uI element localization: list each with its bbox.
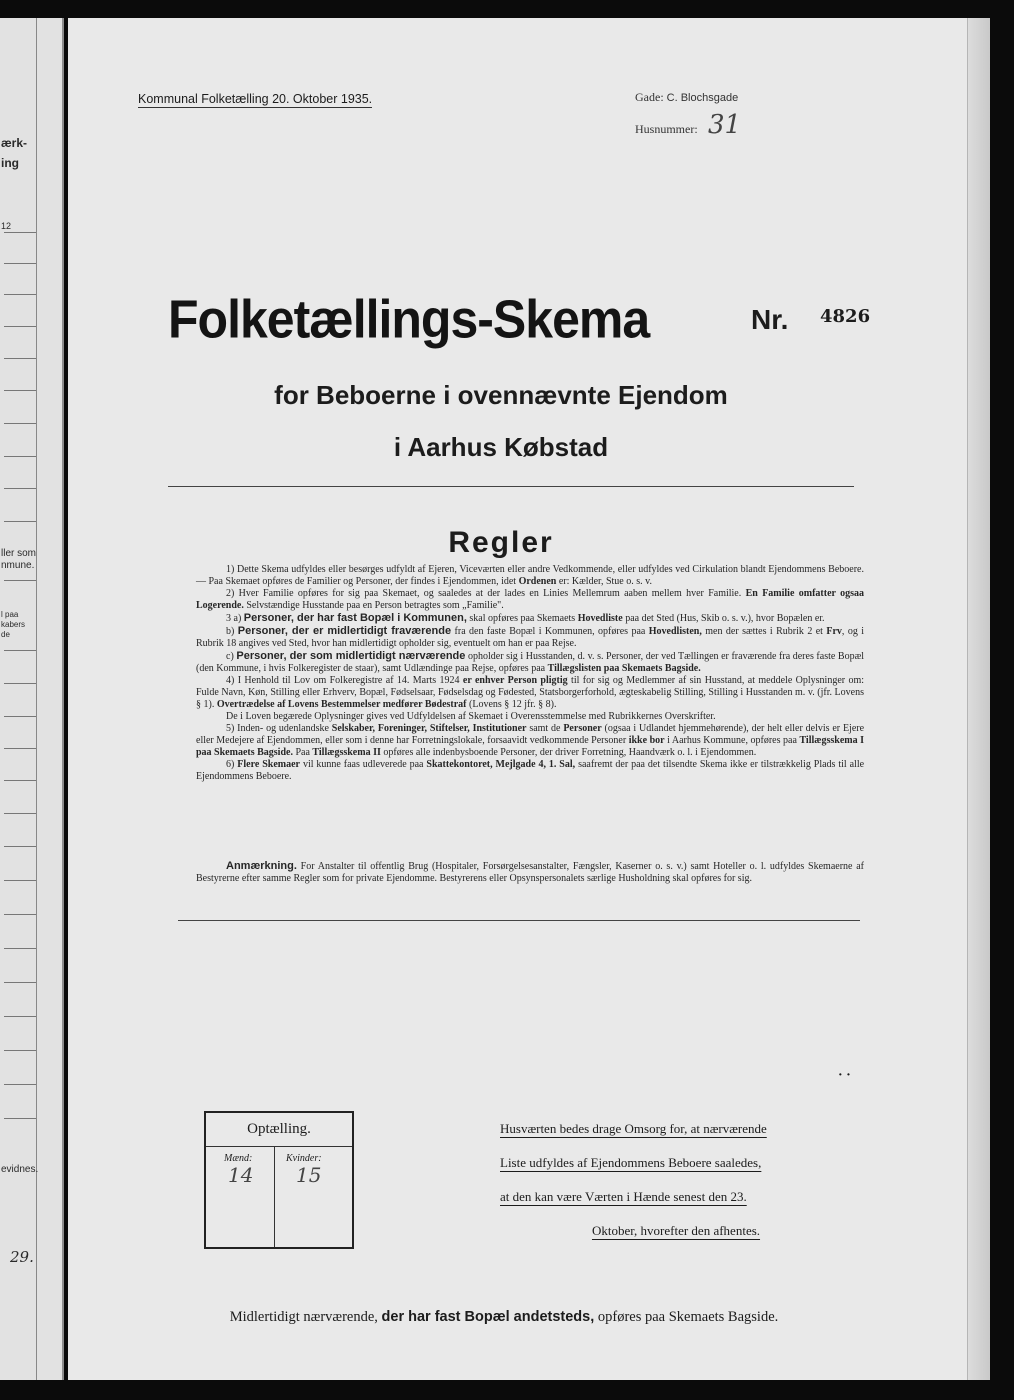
street-label: Gade: — [635, 90, 664, 104]
rule-4: 4) I Henhold til Lov om Folkeregistre af 14. Marts 1924 er enhver Person pligtig til for sig og Medlemmer af sin Husstand, at meddele Oplysninger om: Fulde Navn, Køn, Stilling eller Erhverv, Bopæl, Fødselsaar, Fødselsdag og Fødested, Statsborgerforhold, ægteskabelig Stilling, Stilling i Husstanden m. v. (jfr. Lovens § 1). Overtrædelse af Lovens Bestemmelser medfører Bødestraf (Lovens § 12 jfr. § 8). — [196, 675, 865, 710]
remark-label: Anmærkning. — [226, 860, 297, 872]
left-fragment: ærk- — [1, 136, 28, 150]
form-number-value: 4826 — [820, 306, 871, 327]
house-number-field — [635, 122, 698, 137]
tally-men-value: 14 — [228, 1163, 254, 1187]
street-value: C. Blochsgade — [666, 92, 739, 104]
left-fragment: de — [1, 630, 10, 639]
landlord-notice — [500, 1112, 852, 1248]
divider — [168, 486, 854, 487]
previous-page-strip — [0, 18, 64, 1380]
margin-marks: · · — [838, 1068, 851, 1083]
street-field — [635, 90, 738, 105]
house-number-value: 31 — [708, 110, 742, 140]
tally-women-label: Kvinder: — [286, 1153, 322, 1164]
footer-note: Midlertidigt nærværende, der har fast Bopæl andetsteds, opføres paa Skemaets Bagside. — [229, 1309, 779, 1325]
tally-men-label: Mænd: — [224, 1153, 253, 1164]
page-edge — [967, 18, 990, 1380]
left-fragment: 29. — [10, 1248, 34, 1266]
rule-2: 2) Hver Familie opføres for sig paa Skemaet, og saaledes at der lades en Linies Mellemrum aaben mellem hver Familie. En Familie omfatter ogsaa Logerende. Selvstændige Husstande paa en Person betragtes som „Familie". — [196, 588, 865, 611]
tally-title: Optælling. — [206, 1113, 352, 1147]
divider — [178, 920, 860, 921]
left-fragment: ing — [1, 156, 19, 170]
remark-body: For Anstalter til offentlig Brug (Hospitaler, Forsørgelsesanstalter, Fængsler, Kaserner o. s. v.) samt Hoteller o. l. udfyldes Skemaerne af Bestyrerne efter samme Regler som for private Ejendomme. Bestyrerens eller Opsynspersonalets særlige Husholdning skal opføres for sig. — [196, 861, 864, 884]
left-fragment: evidnes. — [1, 1164, 39, 1175]
notice-line: at den kan være Værten i Hænde senest den 23. — [500, 1189, 747, 1204]
tally-box — [204, 1111, 354, 1249]
remark-text — [196, 860, 864, 885]
rule-3a: 3 a) Personer, der har fast Bopæl i Kommunen, skal opføres paa Skemaets Hovedliste paa det Sted (Hus, Skib o. s. v.), hvor Bopælen er. — [226, 612, 825, 624]
form-title: Folketællings-Skema — [168, 289, 650, 350]
left-fragment: 12 — [1, 221, 12, 231]
notice-line: Oktober, hvorefter den afhentes. — [591, 1223, 761, 1238]
rule-1: 1) Dette Skema udfyldes eller besørges udfyldt af Ejeren, Viceværten eller andre Vedkommende, eller udfyldes ved Cirkulation blandt Ejendommens Beboere. — Paa Skemaet opføres de Familier og Personer, der findes i Ejendommen, idet Ordenen er: Kælder, Stue o. s. v. — [196, 564, 864, 587]
rule-6: 6) Flere Skemaer vil kunne faas udleverede paa Skattekontoret, Mejlgade 4, 1. Sal, saafremt der paa det tilsendte Skema ikke er tilstrækkelig Plads til alle Ejendommens Beboere. — [196, 759, 865, 782]
rule-3c: c) Personer, der som midlertidigt nærværende opholder sig i Husstanden, d. v. s. Personer, der ved Tællingen er fraværende fra deres faste Bopæl (den Kommune, i hvis Folkeregister de staar), samt Udlændinge paa Rejse, opføres paa Tillægslisten paa Skemaets Bagside. — [196, 650, 865, 674]
rule-4-note: De i Loven begærede Oplysninger gives ved Udfyldelsen af Skemaet i Overensstemmelse med Rubrikkernes Overskrifter. — [226, 711, 716, 722]
left-fragment: kabers — [1, 620, 26, 629]
census-header: Kommunal Folketælling 20. Oktober 1935. — [138, 92, 373, 106]
rules-heading: Regler — [448, 526, 554, 559]
house-number-label: Husnummer: — [635, 122, 698, 136]
left-fragment: l paa — [1, 610, 19, 619]
left-fragment: nmune. — [1, 560, 35, 571]
census-form-page — [68, 18, 990, 1380]
rule-3b: b) Personer, der er midlertidigt fraværende fra den faste Bopæl i Kommunen, opføres paa Hovedlisten, men der sættes i Rubrik 2 et Frv, og i Rubrik 18 angives ved Sted, hvor han midlertidigt opholder sig, eventuelt om han er paa Rejse. — [196, 625, 865, 649]
form-subtitle: for Beboerne i ovennævnte Ejendom — [274, 380, 728, 410]
form-number-label: Nr. — [751, 304, 789, 335]
notice-line: Husværten bedes drage Omsorg for, at nærværende — [500, 1121, 767, 1136]
rules-text — [196, 564, 864, 783]
rule-5: 5) Inden- og udenlandske Selskaber, Foreninger, Stiftelser, Institutioner samt de Personer (ogsaa i Udlandet hjemmehørende), der helt eller delvis er Ejere eller Medejere af Ejendommen, eller som i denne har Forretningslokale, forsaavidt vedkommende Personer ikke bor i Aarhus Kommune, opføres paa Tillægsskema I paa Skemaets Bagside. Paa Tillægsskema II opføres alle indenbysboende Personer, der driver Forretning, Haandværk o. l. i Ejendommen. — [196, 723, 865, 758]
tally-women-value: 15 — [296, 1163, 322, 1187]
notice-line: Liste udfyldes af Ejendommens Beboere saaledes, — [500, 1155, 762, 1170]
form-subtitle-city: i Aarhus Købstad — [393, 432, 609, 462]
left-fragment: ller som — [1, 548, 37, 559]
